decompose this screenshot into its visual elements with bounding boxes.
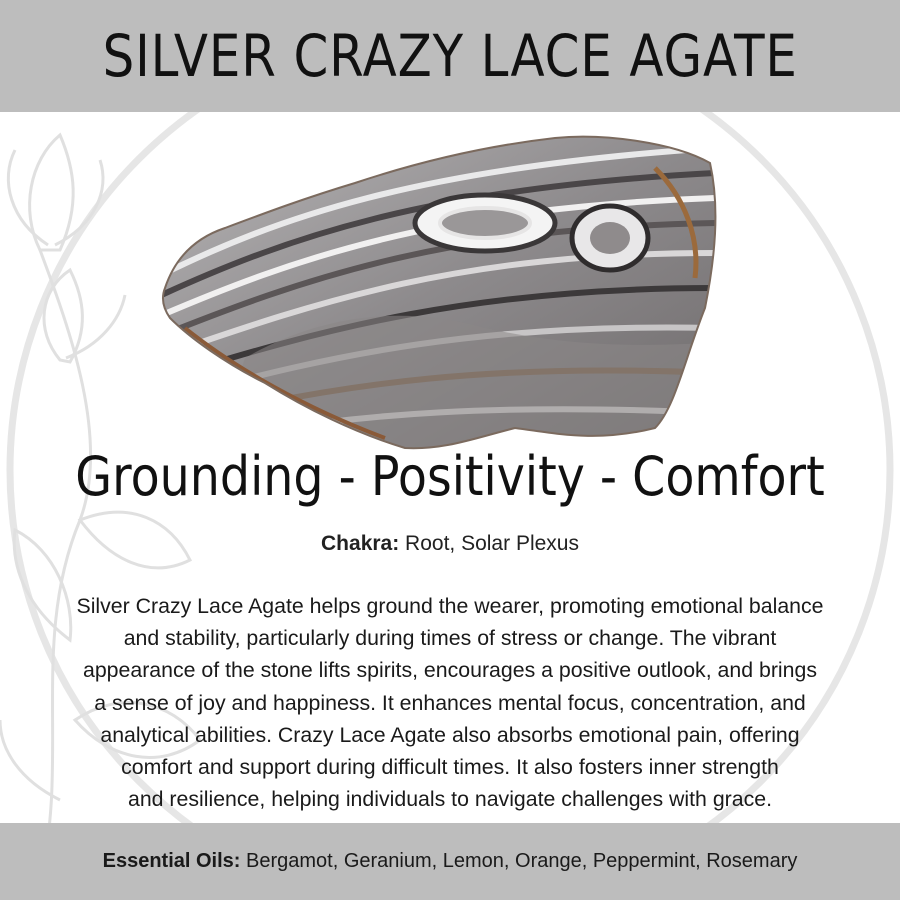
essential-oils-label: Essential Oils: <box>102 850 241 872</box>
description <box>0 590 900 815</box>
chakra-line <box>0 532 900 556</box>
essential-oils-value: Bergamot, Geranium, Lemon, Orange, Peppermint, Rosemary <box>240 850 798 872</box>
description-line: appearance of the stone lifts spirits, encourages a positive outlook, and brings <box>82 658 817 683</box>
essential-oils-line <box>103 850 798 873</box>
description-line: and stability, particularly during times of stress or change. The vibrant <box>123 626 777 651</box>
chakra-label: Chakra: <box>321 532 400 555</box>
essential-oils-bar <box>0 823 900 900</box>
page-title: SILVER CRAZY LACE AGATE <box>102 22 798 90</box>
description-line: Silver Crazy Lace Agate helps ground the wearer, promoting emotional balance <box>76 594 824 618</box>
description-line: and resilience, helping individuals to navigate challenges with grace. <box>127 787 773 812</box>
title-bar <box>0 0 900 112</box>
description-line: comfort and support during difficult times. It also fosters inner strength <box>121 755 779 780</box>
tagline: Grounding - Positivity - Comfort <box>75 445 825 508</box>
chakra-value: Root, Solar Plexus <box>399 532 579 555</box>
agate-stone-image <box>155 128 725 450</box>
description-line: analytical abilities. Crazy Lace Agate also absorbs emotional pain, offering <box>100 722 800 747</box>
description-line: a sense of joy and happiness. It enhances mental focus, concentration, and <box>94 690 806 715</box>
